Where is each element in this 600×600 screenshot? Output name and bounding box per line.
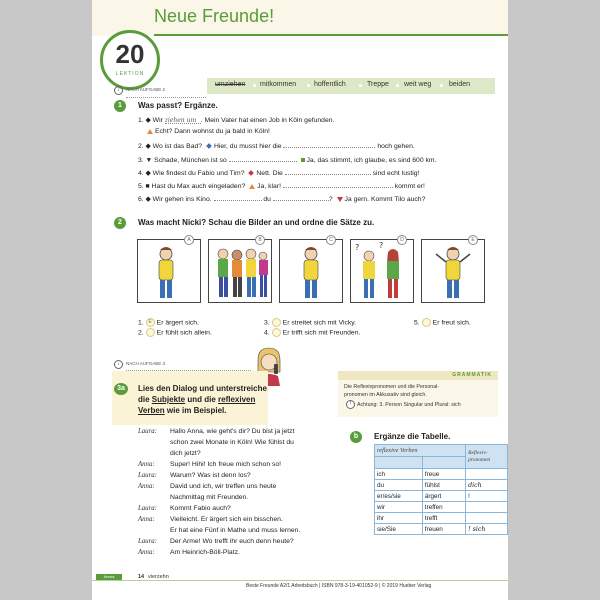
option-number: 3. <box>264 319 270 327</box>
picture-letter: E <box>468 235 478 245</box>
sad-boy-illustration <box>138 240 200 302</box>
dialog-speaker: Laura: <box>138 505 157 512</box>
cell-verb: treffen <box>422 502 465 513</box>
cell-pronoun[interactable] <box>466 513 508 524</box>
option-3 <box>264 318 356 327</box>
sentence-text: ? <box>328 196 333 203</box>
dialog-line: Der Arme! Wo trefft ihr euch denn heute? <box>170 538 294 545</box>
header-rule <box>154 34 508 36</box>
option-answer: E <box>148 319 152 325</box>
page-number: 14 <box>138 574 145 580</box>
table-row <box>375 502 508 513</box>
footer-rule <box>92 580 508 581</box>
picture-letter: A <box>184 235 194 245</box>
option-2 <box>138 328 212 337</box>
grammar-box <box>338 371 498 417</box>
picture-e <box>421 239 485 303</box>
word-sep <box>253 84 256 87</box>
dialog-line: Hallo Anna, wie geht's dir? Du bist ja jetzt <box>170 428 295 435</box>
sentence-text: 1. ◆ Wir <box>138 117 163 124</box>
dialog-line: dich jetzt? <box>170 450 201 457</box>
sentence-text: Ja, das stimmt, ich glaube, es sind 600 km. <box>306 157 437 164</box>
reflexive-verbs-table <box>374 444 508 535</box>
answer-blank[interactable] <box>283 141 375 148</box>
option-text: Er ärgert sich. <box>156 319 199 327</box>
friends-illustration <box>209 240 271 302</box>
answer-circle[interactable] <box>272 328 281 337</box>
picture-letter: D <box>397 235 407 245</box>
picture-a <box>137 239 201 303</box>
instruction-text: wie im Beispiel. <box>164 406 227 415</box>
happy-boy-illustration <box>422 240 484 302</box>
instruction-reflexiven: reflexiven <box>218 395 256 404</box>
dialog-speaker: Anna: <box>138 516 155 523</box>
exercise-number: b <box>350 431 362 443</box>
svg-text:?: ? <box>379 241 384 250</box>
answer-blank[interactable] <box>165 117 201 124</box>
word-2: mitkommen <box>260 81 297 88</box>
table-row <box>375 480 508 491</box>
dialog-line: Nachmittag mit Freunden. <box>170 494 249 501</box>
sentence-text: Hier, du musst hier die <box>213 143 282 150</box>
table-header-verbs: reflexive Verben <box>375 445 466 457</box>
option-number: 4. <box>264 329 270 337</box>
cell-pronoun[interactable] <box>466 469 508 480</box>
arrow-down-icon: ↓ <box>114 360 123 369</box>
dialog-speaker: Laura: <box>138 538 157 545</box>
triangle-down-icon <box>337 197 343 202</box>
cell-verb: freue <box>422 469 465 480</box>
dialog-speaker: Anna: <box>138 483 155 490</box>
dialog-line: Super! Hihi! Ich freue mich schon so! <box>170 461 282 468</box>
exclamation-icon: ! <box>346 400 355 409</box>
grammar-text <box>344 400 461 409</box>
sentence-1a <box>138 116 334 124</box>
dialog-line: schon zwei Monate in Köln! Wie fühlst du <box>170 439 294 446</box>
exercise-number: 1 <box>114 100 126 112</box>
exercise-title: Ergänze die Tabelle. <box>374 432 451 441</box>
dialog-line: Vielleicht. Er ärgert sich ein bisschen. <box>170 516 283 523</box>
table-row <box>375 491 508 502</box>
aufgabe-rule <box>126 97 206 98</box>
sentence-text: Echt? Dann wohnst du ja bald in Köln! <box>155 128 270 135</box>
cell-verb: ärgert <box>422 491 465 502</box>
exercise-instruction: Lies den Dialog und unterstreiche <box>138 384 267 393</box>
sentence-text: du <box>263 196 271 203</box>
header-line: Reflexiv- <box>468 449 488 456</box>
option-5 <box>414 318 471 327</box>
sentence-text: hoch gehen. <box>377 143 415 150</box>
instruction-verben: Verben <box>138 406 165 415</box>
cell-verb: trefft <box>422 513 465 524</box>
picture-letter: B <box>255 235 265 245</box>
table-header-blank <box>375 457 423 469</box>
option-4 <box>264 328 360 337</box>
word-sep <box>396 84 399 87</box>
argument-illustration <box>351 240 413 302</box>
sentence-5 <box>138 181 425 190</box>
dialog-speaker: Anna: <box>138 549 155 556</box>
cell-person: er/es/sie <box>375 491 423 502</box>
option-text: Er trifft sich mit Freunden. <box>282 329 361 337</box>
exercise-instruction <box>138 406 227 415</box>
aufgabe-ref-3: NACH AUFGABE 3 <box>126 361 166 366</box>
word-5: weit weg <box>404 81 432 88</box>
option-text: Er streitet sich mit Vicky. <box>282 319 357 327</box>
cell-person: sie/Sie <box>375 524 423 535</box>
cell-person: wir <box>375 502 423 513</box>
diamond-icon <box>206 143 212 149</box>
answer-circle[interactable] <box>422 318 431 327</box>
cell-verb: freuen <box>422 524 465 535</box>
cell-pronoun[interactable]: dich <box>466 480 508 491</box>
table-row <box>375 469 508 480</box>
header-line: pronomen <box>468 456 491 463</box>
answer-blank[interactable] <box>283 181 393 188</box>
instruction-text: die <box>138 395 152 404</box>
table-header-blank <box>422 457 465 469</box>
svg-text:?: ? <box>355 243 360 252</box>
picture-c <box>279 239 343 303</box>
picture-b <box>208 239 272 303</box>
cell-pronoun[interactable]: ! sich <box>466 524 508 535</box>
cell-person: ich <box>375 469 423 480</box>
sentence-6 <box>138 194 425 203</box>
sentence-text: kommt er! <box>394 183 425 190</box>
dialog-line: David und ich, wir treffen uns heute <box>170 483 277 490</box>
workbook-page <box>92 0 508 600</box>
aufgabe-ref-1: NACH AUFGABE 2 <box>126 87 166 92</box>
dialog-line: Kommt Fabio auch? <box>170 505 231 512</box>
answer-blank[interactable] <box>285 168 371 175</box>
footer-tag: Arena <box>96 574 122 580</box>
exercise-title: Was passt? Ergänze. <box>138 101 218 110</box>
sentence-text: Ja, klar! <box>257 183 281 190</box>
exercise-instruction <box>138 395 255 404</box>
table-row <box>375 524 508 535</box>
sentence-text: 6. ◆ Wir gehen ins Kino. <box>138 196 212 203</box>
lesson-badge <box>100 30 160 90</box>
grammar-title: GRAMMATIK <box>452 372 492 378</box>
triangle-up-icon <box>249 184 255 189</box>
sentence-text: 4. ◆ Wie findest du Fabio und Tim? <box>138 170 245 177</box>
option-number: 1. <box>138 319 144 327</box>
sentence-2 <box>138 141 415 150</box>
instruction-text: und die <box>185 395 219 404</box>
cell-person: du <box>375 480 423 491</box>
option-text: Er fühlt sich allein. <box>156 329 212 337</box>
answer-circle[interactable] <box>146 318 155 327</box>
dialog-line: Am Heinrich-Böll-Platz. <box>170 549 240 556</box>
lesson-number: 20 <box>115 39 145 69</box>
grammar-text: pronomen im Akkusativ sind gleich. <box>344 392 427 398</box>
option-number: 5. <box>414 319 420 327</box>
exercise-number: 3a <box>114 383 128 395</box>
sentence-text: 2. ◆ Wo ist das Bad? <box>138 143 203 150</box>
publisher-line: Beste Freunde A2/1 Arbeitsbuch | ISBN 978-3-19-401052-9 | © 2019 Hueber Verlag <box>246 583 432 589</box>
option-number: 2. <box>138 329 144 337</box>
word-1: umziehen <box>215 81 246 88</box>
sentence-1b <box>145 128 270 135</box>
exercise-number: 2 <box>114 217 126 229</box>
lesson-label: LEKTION <box>115 71 145 77</box>
table-row <box>375 513 508 524</box>
exercise-title: Was macht Nicki? Schau die Bilder an und ordne die Sätze zu. <box>138 218 375 227</box>
answer-blank[interactable] <box>214 194 262 201</box>
sentence-text: . Mein Vater hat einen Job in Köln gefunden. <box>200 117 335 124</box>
answer-blank[interactable] <box>273 194 329 201</box>
sentence-text: Nett. Die <box>256 170 283 177</box>
diamond-icon <box>249 170 255 176</box>
answer-circle[interactable] <box>272 318 281 327</box>
picture-letter: C <box>326 235 336 245</box>
handwritten-answer: ziehen um <box>164 117 197 124</box>
word-6: beiden <box>449 81 471 88</box>
page-number-word: vierzehn <box>148 574 169 580</box>
triangle-up-icon <box>147 129 153 134</box>
table-header-pronouns <box>466 445 508 469</box>
word-sep <box>307 84 310 87</box>
option-1 <box>138 318 199 327</box>
arrow-down-icon: ↓ <box>114 86 123 95</box>
dialog-speaker: Laura: <box>138 472 157 479</box>
word-3: hoffentlich <box>314 81 346 88</box>
word-sep <box>440 84 443 87</box>
word-4: Treppe <box>367 81 389 88</box>
sentence-text: 5. ■ Hast du Max auch eingeladen? <box>138 183 246 190</box>
square-icon <box>301 158 305 162</box>
answer-blank[interactable] <box>229 155 297 162</box>
cell-pronoun[interactable] <box>466 502 508 513</box>
dialog-line: Warum? Was ist denn los? <box>170 472 251 479</box>
sentence-4 <box>138 168 419 177</box>
grammar-note: Achtung: 3. Person Singular und Plural: sich <box>357 401 461 408</box>
dialog-speaker: Laura: <box>138 428 157 435</box>
option-text: Er freut sich. <box>432 319 471 327</box>
sentence-text: 3. ▼ Schade, München ist so <box>138 157 227 164</box>
sentence-3 <box>138 155 436 164</box>
dialog-speaker: Anna: <box>138 461 155 468</box>
grammar-header <box>338 371 498 380</box>
boy-standing-illustration <box>280 240 342 302</box>
sentence-text: Ja gern. Kommt Tilo auch? <box>344 196 426 203</box>
grammar-text: Die Reflexivpronomen und die Personal- <box>344 384 440 390</box>
word-sep <box>359 84 362 87</box>
cell-person: ihr <box>375 513 423 524</box>
dialog-line: Er hat eine Fünf in Mathe und muss lernen. <box>170 527 301 534</box>
sentence-text: sind echt lustig! <box>372 170 420 177</box>
answer-circle[interactable] <box>146 328 155 337</box>
cell-verb: fühlst <box>422 480 465 491</box>
instruction-subjekte: Subjekte <box>151 395 186 404</box>
cell-pronoun[interactable]: ! <box>466 491 508 502</box>
picture-d <box>350 239 414 303</box>
page-title: Neue Freunde! <box>154 6 275 26</box>
word-box <box>207 78 495 94</box>
